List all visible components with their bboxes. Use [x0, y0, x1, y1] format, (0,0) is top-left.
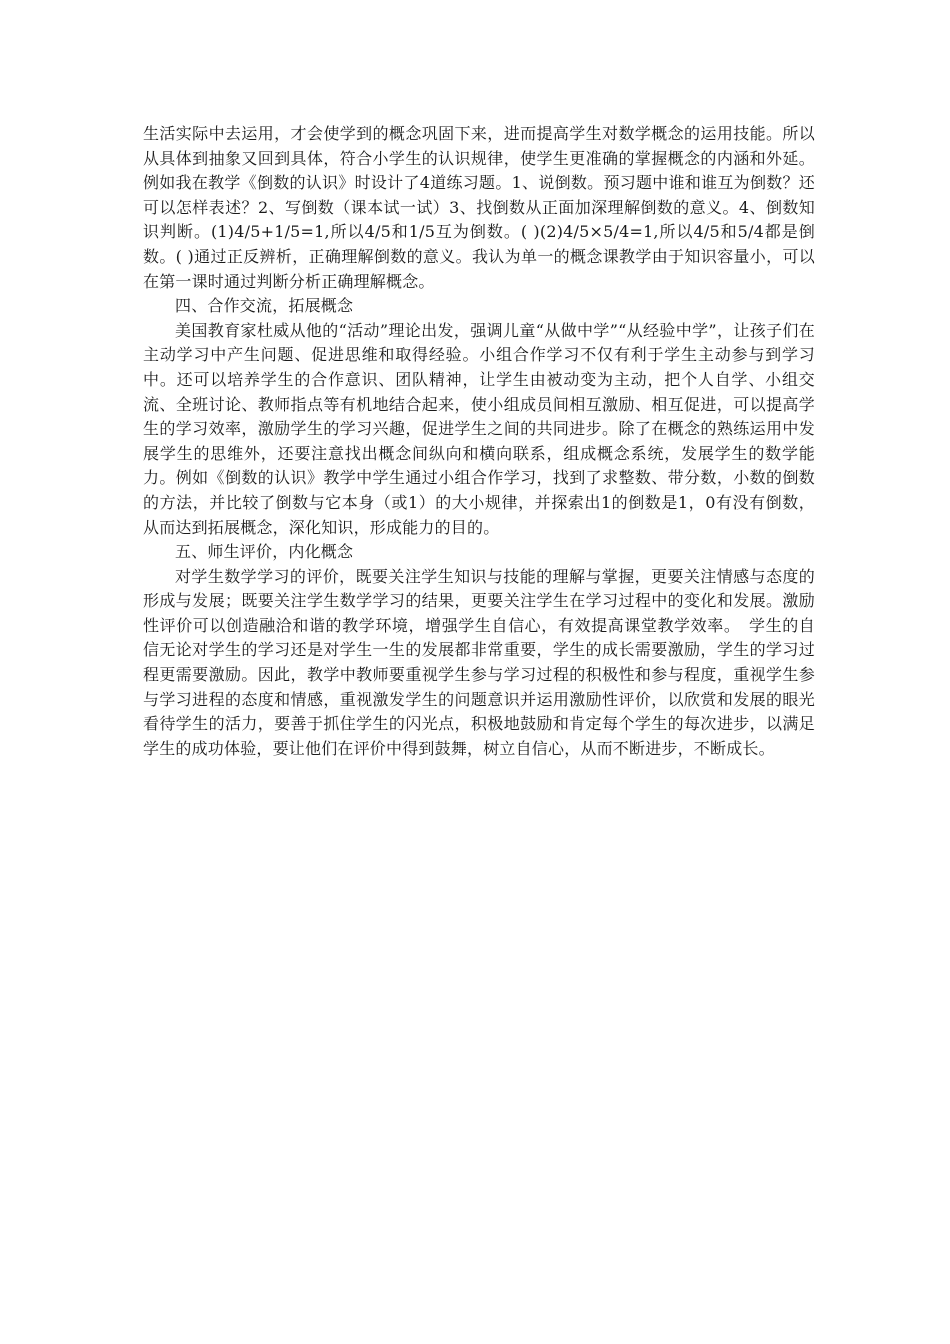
section-heading-5: 五、师生评价，内化概念 [175, 542, 354, 562]
section-heading-4: 四、合作交流，拓展概念 [175, 296, 354, 316]
paragraph-continuation: 生活实际中去运用，才会使学到的概念巩固下来，进而提高学生对数学概念的运用技能。所以从具体到抽象又回到具体，符合小学生的认识规律，使学生更准确的掌握概念的内涵和外延。例如我在教学《倒数的认识》时设计了4道练习题。1、说倒数。预习题中谁和谁互为倒数？还可以怎样表述？2、写倒数（课本试一试）3、找倒数从正面加深理解倒数的意义。4、倒数知识判断。(1)4/5+1/5=1,所以4/5和1/5互为倒数。( )(2)4/5×5/4=1,所以4/5和5/4都是倒数。( )通过正反辨析，正确理解倒数的意义。我认为单一的概念课教学由于知识容量小，可以在第一课时通过判断分析正确理解概念。 [143, 124, 815, 291]
paragraph-cooperation: 美国教育家杜威从他的“活动”理论出发，强调儿童“从做中学”“从经验中学”，让孩子们在主动学习中产生问题、促进思维和取得经验。小组合作学习不仅有利于学生主动参与到学习中。还可以培养学生的合作意识、团队精神，让学生由被动变为主动，把个人自学、小组交流、全班讨论、教师指点等有机地结合起来，使小组成员间相互激励、相互促进，可以提高学生的学习效率，激励学生的学习兴趣，促进学生之间的共同进步。除了在概念的熟练运用中发展学生的思维外，还要注意找出概念间纵向和横向联系，组成概念系统，发展学生的数学能力。例如《倒数的认识》教学中学生通过小组合作学习，找到了求整数、带分数，小数的倒数的方法，并比较了倒数与它本身（或1）的大小规律，并探索出1的倒数是1，0有没有倒数，从而达到拓展概念，深化知识，形成能力的目的。 [143, 320, 815, 537]
document-body [143, 122, 815, 761]
paragraph-evaluation: 对学生数学学习的评价，既要关注学生知识与技能的理解与掌握，更要关注情感与态度的形成与发展；既要关注学生数学学习的结果，更要关注学生在学习过程中的变化和发展。激励性评价可以创造融洽和谐的教学环境，增强学生自信心，有效提高课堂教学效率。 学生的自信无论对学生的学习还是对学生一生的发展都非常重要，学生的成长需要激励，学生的学习过程更需要激励。因此，教学中教师要重视学生参与学习过程的积极性和参与程度，重视学生参与学习进程的态度和情感，重视激发学生的问题意识并运用激励性评价，以欣赏和发展的眼光看待学生的活力，要善于抓住学生的闪光点，积极地鼓励和肯定每个学生的每次进步，以满足学生的成功体验，要让他们在评价中得到鼓舞，树立自信心，从而不断进步，不断成长。 [143, 566, 815, 758]
